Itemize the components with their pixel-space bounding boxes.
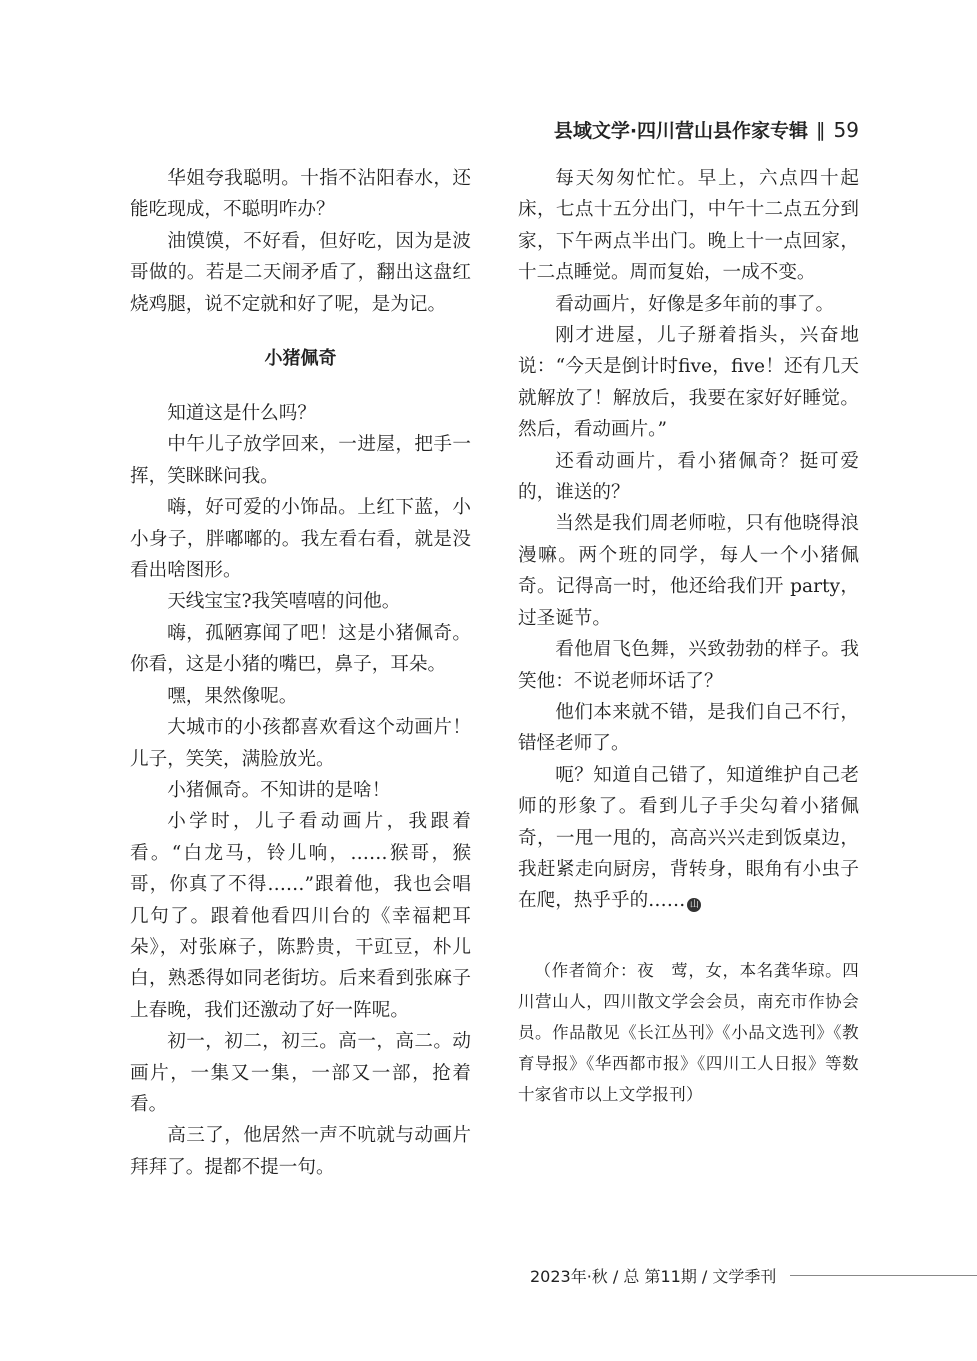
- paragraph: 嗨，孤陋寡闻了吧！这是小猪佩奇。你看，这是小猪的嘴巴，鼻子，耳朵。: [130, 622, 471, 676]
- footer-rule: [790, 1275, 977, 1276]
- footer: [530, 1264, 977, 1287]
- header-title: 县域文学·四川营山县作家专辑: [553, 120, 809, 142]
- paragraph: 小学时，儿子看动画片，我跟着看。“白龙马，铃儿响，……猴哥，猴哥，你真了不得……”跟着他，我也会唱几句了。跟着他看四川台的《幸福耙耳朵》，对张麻子，陈黔贵，干豇豆，朴儿白，熟悉得如同老街坊。后来看到张麻子上春晚，我们还激动了好一阵呢。: [130, 811, 471, 1021]
- paragraph: 中午儿子放学回来，一进屋，把手一挥，笑眯眯问我。: [130, 434, 471, 487]
- end-mark-icon: 山: [687, 898, 701, 912]
- paragraph: 还看动画片，看小猪佩奇？挺可爱的，谁送的？: [518, 450, 859, 504]
- paragraph: 当然是我们周老师啦，只有他晓得浪漫嘛。两个班的同学，每人一个小猪佩奇。记得高一时，他还给我们开 party，过圣诞节。: [518, 513, 859, 629]
- paragraph: 嘿，果然像呢。: [167, 685, 298, 707]
- paragraph: 高三了，他居然一声不吭就与动画片拜拜了。提都不提一句。: [130, 1125, 471, 1178]
- left-column: [130, 163, 471, 1183]
- section-title: 小猪佩奇: [264, 348, 337, 370]
- paragraph: 看动画片，好像是多年前的事了。: [555, 293, 835, 315]
- paragraph: 刚才进屋，儿子掰着指头，兴奋地说：“今天是倒计时five，five！还有几天就解放了！解放后，我要在家好好睡觉。然后，看动画片。”: [518, 325, 859, 441]
- paragraph: 初一，初二，初三。高一，高二。动画片，一集又一集，一部又一部，抢着看。: [130, 1031, 471, 1115]
- running-header: [554, 116, 859, 143]
- paragraph: 每天匆匆忙忙。早上，六点四十起床，七点十五分出门，中午十二点五分到家，下午两点半出门。晚上十一点回家，十二点睡觉。周而复始，一成不变。: [518, 168, 859, 284]
- paragraph: 知道这是什么吗？: [167, 403, 316, 425]
- paragraph: 看他眉飞色舞，兴致勃勃的样子。我笑他：不说老师坏话了？: [518, 639, 859, 692]
- final-paragraph-text: 呃？知道自己错了，知道维护自己老师的形象了。看到儿子手尖勾着小猪佩奇，一甩一甩的，高高兴兴走到饭桌边，我赶紧走向厨房，背转身，眼角有小虫子在爬，热乎乎的……: [518, 764, 859, 912]
- paragraph: 油馍馍，不好看，但好吃，因为是波哥做的。若是二天闹矛盾了，翻出这盘红烧鸡腿，说不定就和好了呢，是为记。: [130, 230, 471, 315]
- page-number: 59: [833, 117, 859, 142]
- header-separator: ‖: [816, 118, 826, 141]
- author-bio: （作者简介：夜 莺，女，本名龚华琼。四川营山人，四川散文学会会员，南充市作协会员。作品散见《长江丛刊》《小品文选刊》《教育导报》《华西都市报》《四川工人日报》等数十家省市以上文学报刊）: [518, 960, 859, 1104]
- paragraph: 大城市的小孩都喜欢看这个动画片！儿子，笑笑，满脸放光。: [130, 717, 471, 770]
- paragraph: 嗨，好可爱的小饰品。上红下蓝，小小身子，胖嘟嘟的。我左看右看，就是没看出啥图形。: [130, 497, 471, 582]
- paragraph: 小猪佩奇。不知讲的是啥！: [167, 779, 391, 801]
- right-column: [518, 163, 859, 1110]
- paragraph: 天线宝宝?我笑嘻嘻的问他。: [167, 591, 401, 613]
- final-paragraph: [518, 760, 859, 917]
- paragraph: 他们本来就不错，是我们自己不行，错怪老师了。: [518, 701, 859, 755]
- paragraph: 华姐夸我聪明。十指不沾阳春水，还能吃现成，不聪明咋办？: [130, 168, 471, 221]
- footer-issue-info: 2023年·秋 / 总 第11期 / 文学季刊: [530, 1267, 777, 1286]
